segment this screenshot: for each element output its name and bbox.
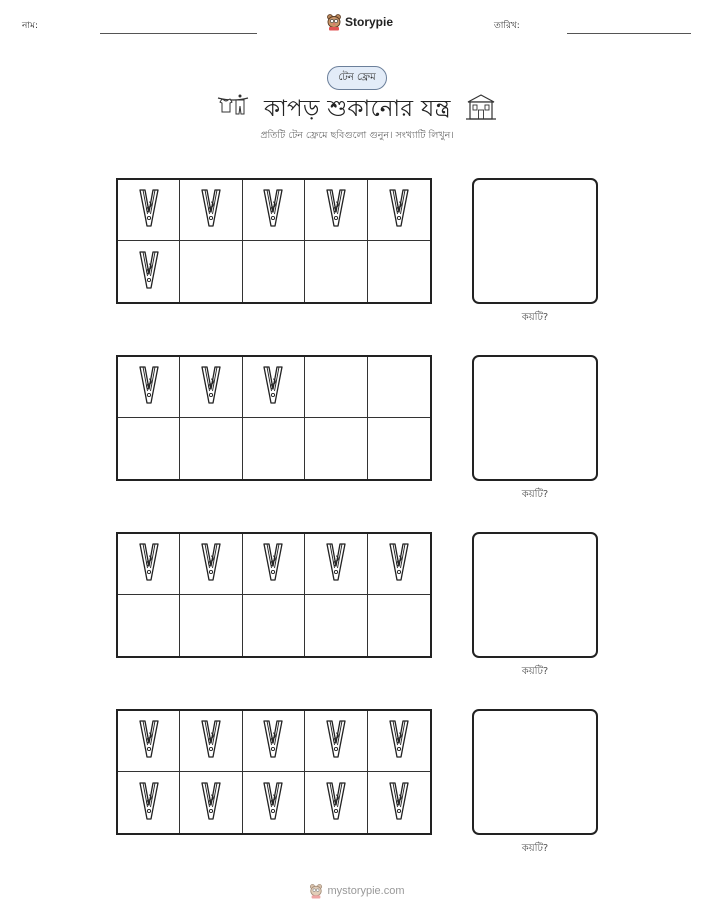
frame-cell <box>243 180 305 241</box>
clothespin-icon <box>200 542 222 586</box>
count-prompt-4: কয়টি? <box>521 843 549 854</box>
clothespin-icon <box>262 365 284 409</box>
frame-cell <box>243 595 305 656</box>
storypie-mascot-icon <box>326 13 342 31</box>
frame-cell <box>180 534 242 595</box>
ten-frame-badge: টেন ফ্রেম <box>327 66 387 90</box>
frame-cell <box>305 711 367 772</box>
frame-cell <box>305 241 367 302</box>
date-label: তারিখ: <box>494 21 520 31</box>
answer-box-4[interactable] <box>472 709 598 835</box>
count-prompt-2: কয়টি? <box>521 489 549 500</box>
frame-cell <box>305 357 367 418</box>
frame-cell <box>118 357 180 418</box>
answer-box-2[interactable] <box>472 355 598 481</box>
storypie-mascot-icon <box>309 883 323 899</box>
clothespin-icon <box>138 542 160 586</box>
laundry-line-icon <box>216 92 250 120</box>
frame-cell <box>118 180 180 241</box>
frame-cell <box>243 241 305 302</box>
frame-cell <box>180 241 242 302</box>
title-row <box>0 88 714 124</box>
ten-frame-4 <box>116 709 432 835</box>
footer <box>0 883 714 899</box>
clothespin-icon <box>325 781 347 825</box>
clothespin-icon <box>388 188 410 232</box>
frame-cell <box>368 534 430 595</box>
ten-frame-3 <box>116 532 432 658</box>
frame-cell <box>368 241 430 302</box>
frame-cell <box>180 418 242 479</box>
clothespin-icon <box>325 188 347 232</box>
brand-logo <box>326 13 393 31</box>
frame-cell <box>118 711 180 772</box>
clothespin-icon <box>138 365 160 409</box>
frame-cell <box>180 711 242 772</box>
clothespin-icon <box>388 719 410 763</box>
date-line[interactable] <box>567 33 691 34</box>
frame-cell <box>118 772 180 833</box>
frame-cell <box>368 711 430 772</box>
clothespin-icon <box>325 542 347 586</box>
ten-frame-2 <box>116 355 432 481</box>
page-title: কাপড় শুকানোর যন্ত্র <box>264 96 451 122</box>
brand-name: Storypie <box>345 15 394 29</box>
frame-cell <box>243 534 305 595</box>
frame-cell <box>180 180 242 241</box>
answer-box-3[interactable] <box>472 532 598 658</box>
frame-cell <box>305 595 367 656</box>
frame-cell <box>305 772 367 833</box>
frame-cell <box>243 418 305 479</box>
clothespin-icon <box>138 781 160 825</box>
building-icon <box>464 92 498 122</box>
clothespin-icon <box>388 781 410 825</box>
footer-url: mystorypie.com <box>327 885 405 897</box>
frame-cell <box>180 357 242 418</box>
clothespin-icon <box>262 781 284 825</box>
instructions: প্রতিটি টেন ফ্রেমে ছবিগুলো গুনুন। সংখ্যাটি লিখুন। <box>260 130 454 141</box>
answer-box-1[interactable] <box>472 178 598 304</box>
clothespin-icon <box>138 250 160 294</box>
clothespin-icon <box>138 719 160 763</box>
frame-cell <box>180 772 242 833</box>
frame-cell <box>305 418 367 479</box>
frame-cell <box>368 595 430 656</box>
clothespin-icon <box>388 542 410 586</box>
frame-cell <box>305 180 367 241</box>
clothespin-icon <box>200 365 222 409</box>
clothespin-icon <box>138 188 160 232</box>
clothespin-icon <box>325 719 347 763</box>
frame-cell <box>243 711 305 772</box>
frame-cell <box>368 772 430 833</box>
count-prompt-1: কয়টি? <box>521 312 549 323</box>
frame-cell <box>368 418 430 479</box>
clothespin-icon <box>200 188 222 232</box>
clothespin-icon <box>200 781 222 825</box>
clothespin-icon <box>262 188 284 232</box>
ten-frame-1 <box>116 178 432 304</box>
frame-cell <box>243 357 305 418</box>
name-label: নাম: <box>22 21 39 31</box>
frame-cell <box>118 595 180 656</box>
frame-cell <box>368 180 430 241</box>
frame-cell <box>368 357 430 418</box>
frame-cell <box>118 241 180 302</box>
frame-cell <box>243 772 305 833</box>
frame-cell <box>305 534 367 595</box>
name-line[interactable] <box>100 33 257 34</box>
clothespin-icon <box>200 719 222 763</box>
count-prompt-3: কয়টি? <box>521 666 549 677</box>
clothespin-icon <box>262 719 284 763</box>
clothespin-icon <box>262 542 284 586</box>
frame-cell <box>180 595 242 656</box>
frame-cell <box>118 418 180 479</box>
frame-cell <box>118 534 180 595</box>
